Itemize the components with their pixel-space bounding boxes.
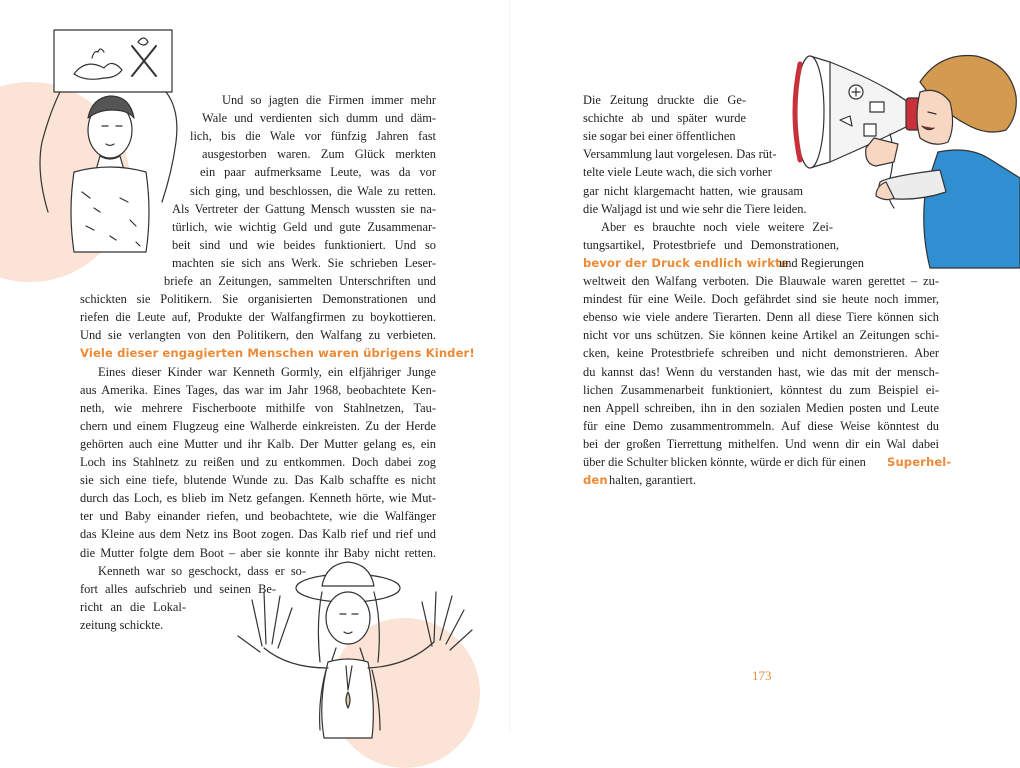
text-line: gehörten auch eine Mutter und ihr Kalb. Der Mutter gelang es, ein [80, 436, 436, 451]
text-line: tungsartikel, Protestbriefe und Demonstrationen, [583, 237, 839, 252]
text-line: Versammlung laut vorgelesen. Das rüt- [583, 147, 777, 162]
highlight-word: den [583, 473, 608, 488]
text-line: nicht vor uns schützen. Sie können keine Artikel an Zeitungen schi- [583, 328, 939, 343]
text-line: telte viele Leute wach, die sich vorher [583, 165, 772, 180]
left-page [0, 0, 510, 733]
text-line: sie sogar bei einer öffentlichen [583, 129, 736, 144]
text-line: riefen die Leute auf, Produkte der Walfangfirmen zu boykottieren. [80, 310, 436, 325]
text-line: für eine Demo zusammentrommeln. Auf diese Weise könntest du [583, 418, 939, 433]
text-line: halten, garantiert. [609, 473, 697, 488]
text-line: aus Amerika. Eines Tages, das war im Jahr 1968, beobachtete Ken- [80, 382, 436, 397]
text-line: mindest für eine Weile. Doch gefährdet sind sie heute noch immer, [583, 292, 939, 307]
text-line: bei der großen Tierrettung mithelfen. Und wenn dir ein Wal dabei [583, 436, 939, 451]
text-line: cken, keine Protestbriefe schreiben und nicht demonstrieren. Aber [583, 346, 939, 361]
text-line: Wale und verdienten sich dumm und däm- [202, 111, 436, 126]
text-line: schichte ab und später wurde [583, 111, 746, 126]
text-line: zeitung schickte. [80, 617, 164, 632]
text-line: sie sich eine tiefe, blutende Wunde zu. Das Kalb schaffte es nicht [80, 473, 436, 488]
text-line: du kannst das! Wenn du verstanden hast, wie das mit der mensch- [583, 364, 939, 379]
text-line: chern und einem Flugzeug eine Walherde einkreisten. Zu der Herde [80, 418, 436, 433]
right-page [510, 0, 1020, 733]
text-line: das Kleine aus dem Netz ins Boot zogen. Das Kalb rief und rief und [80, 527, 436, 542]
text-line: weltweit den Walfang verboten. Die Blauwale waren gerettet – zu- [583, 274, 939, 288]
highlight-word: Superhel- [887, 455, 952, 469]
text-line: Die Zeitung druckte die Ge- [583, 93, 746, 107]
text-line: neth, wie mehrere Fischerboote mithilfe von Stahlnetzen, Tau- [80, 400, 436, 415]
text-line: die Waljagd ist und wie sehr die Tiere leiden. [583, 201, 807, 216]
text-line: gar nicht klargemacht hatten, wie grausam [583, 183, 803, 198]
text-line: nen Appell schreiben, ihn in den sozialen Medien posten und Leute [583, 400, 939, 415]
page-number: 173 [752, 668, 772, 683]
text-line: Aber es brauchte noch viele weitere Zei- [601, 219, 833, 234]
text-line: Kenneth war so geschockt, dass er so- [98, 563, 306, 578]
text-line: Eines dieser Kinder war Kenneth Gormly, ein elfjähriger Junge [98, 364, 436, 379]
text-line: Loch ins Stahlnetz zu reißen und zu entkommen. Doch dabei zog [80, 455, 436, 469]
text-line: die Mutter folgte dem Boot – aber sie konnte ihr Baby nicht retten. [80, 545, 436, 560]
text-line: beit sind und wie beides funktioniert. Und so [172, 237, 436, 252]
text-line: Und sie verlangten von den Politikern, den Walfang zu verbieten. [80, 328, 436, 343]
text-line: Als Vertreter der Gattung Mensch wussten sie na- [172, 201, 436, 216]
highlight-sentence: Viele dieser engagierten Menschen waren übrigens Kinder! [80, 346, 475, 361]
highlight-phrase: bevor der Druck endlich wirkte [583, 255, 789, 270]
text-line: Und so jagten die Firmen immer mehr [222, 93, 436, 107]
text-line: ebenso wie viele andere Tierarten. Denn all diese Tiere können sich [583, 310, 939, 325]
text-line: lichen Zusammenarbeit funktioniert, könntest du zum Beispiel ei- [583, 382, 939, 397]
text-line: briefe an Zeitungen, sammelten Unterschriften und [164, 274, 436, 288]
text-line: ein paar aufmerksame Leute, was da vor [200, 165, 436, 180]
text-line: türlich, wie wichtig Geld und gute Zusammenar- [172, 219, 436, 234]
text-line: sich ging, und beschlossen, die Wale zu retten. [190, 183, 436, 198]
text-line: richt an die Lokal- [80, 599, 186, 614]
text-line: fort alles aufschrieb und seinen Be- [80, 581, 276, 596]
boy-holding-whale-protest-sign-icon [20, 22, 180, 262]
text-line: und Regierungen [779, 255, 864, 270]
text-line: ausgestorben waren. Zum Glück merkten [202, 147, 436, 162]
text-line: machten sie sich ans Werk. Sie schrieben Leser- [172, 255, 436, 270]
text-line: ter und Baby einander riefen, und beobachtete, wie die Walfänger [80, 509, 436, 524]
text-line: über die Schulter blicken könnte, würde er dich für einen [583, 455, 866, 469]
text-line: lich, bis die Wale vor fünfzig Jahren fast [190, 129, 436, 144]
text-line: schickten sie Politikern. Sie organisierten Demonstrationen und [80, 292, 436, 307]
text-line: durch das Loch, es blieb im Netz gefangen. Kenneth hörte, wie Mut- [80, 491, 436, 506]
